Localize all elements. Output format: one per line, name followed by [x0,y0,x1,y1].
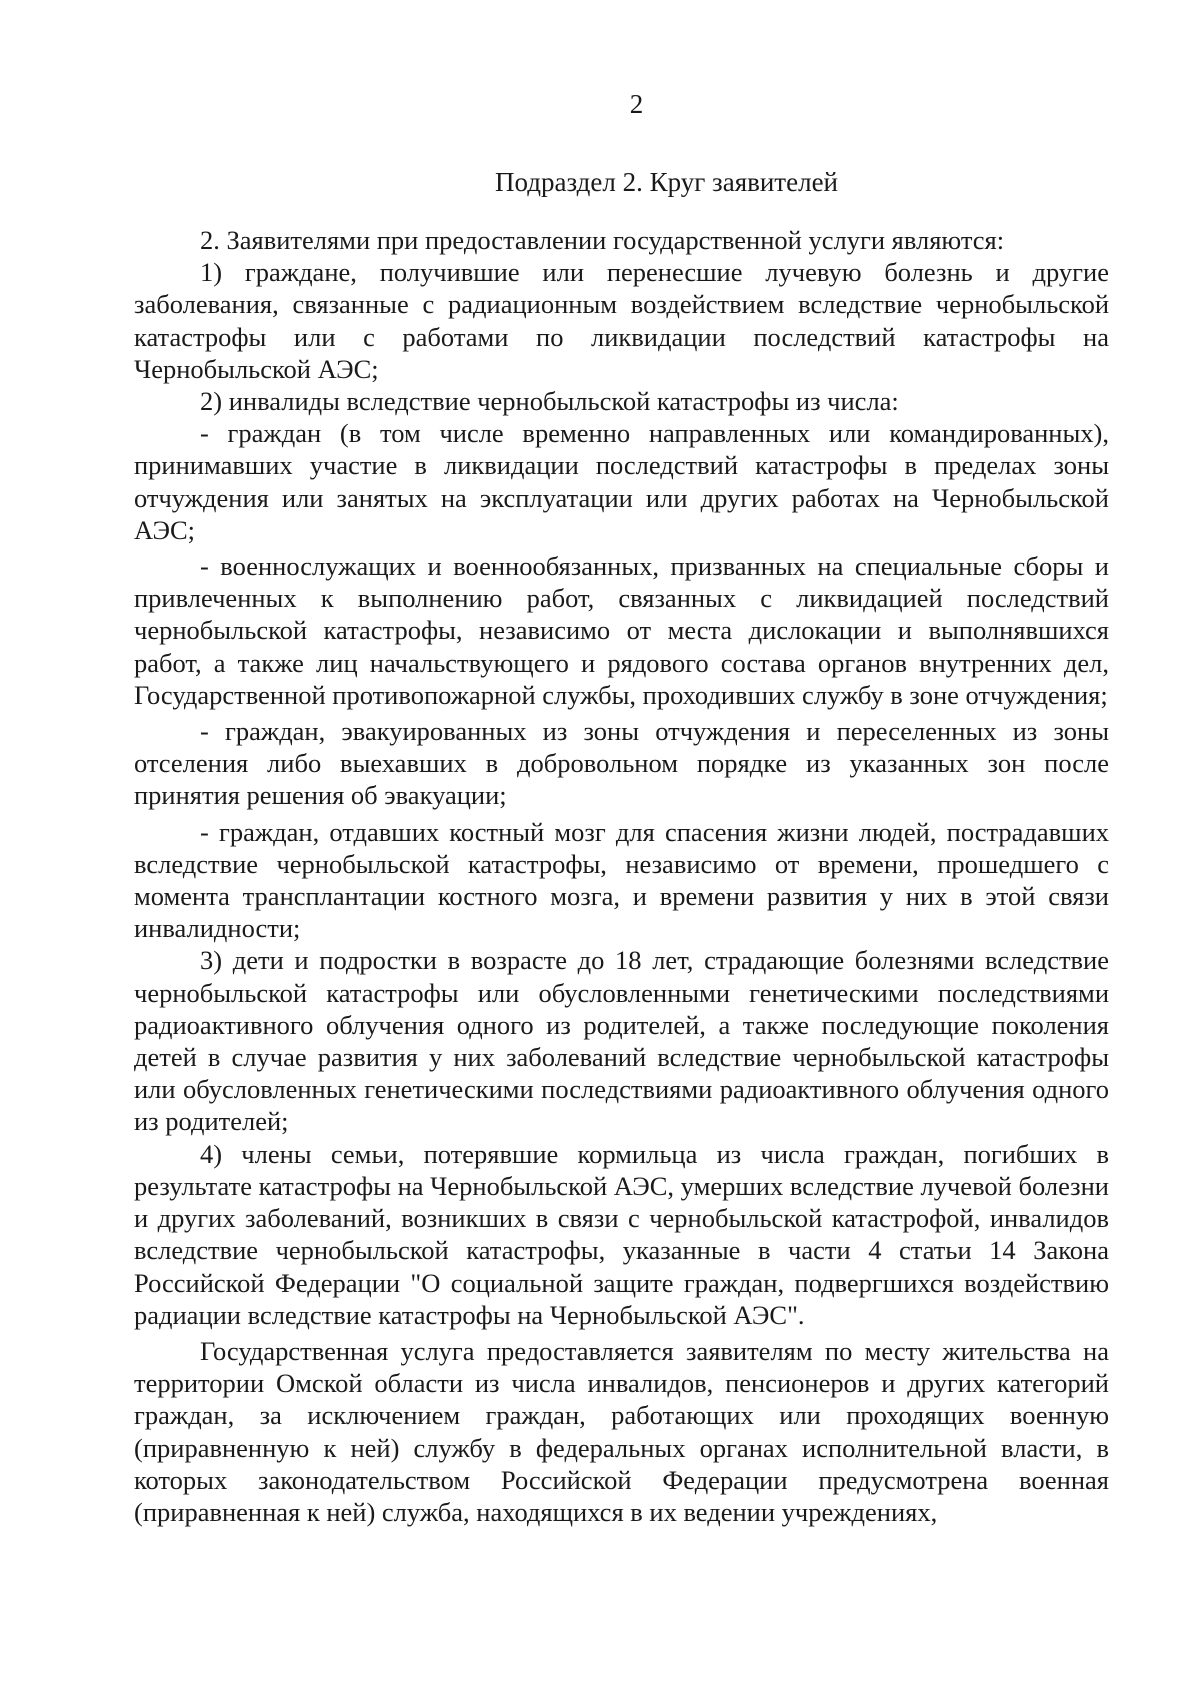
paragraph: 2. Заявителями при предоставлении государственной услуги являются: [200,225,1005,255]
paragraph: - граждан, эвакуированных из зоны отчуждения и переселенных из зоны отселения либо выехавших в добровольном порядке из указанных зон после принятия решения об эвакуации; [134,716,1109,811]
paragraph: - военнослужащих и военнообязанных, призванных на специальные сборы и привлеченных к выполнению работ, связанных с ликвидацией последствий чернобыльской катастрофы, независимо от места дислокации и выполнявшихся работ, а также лиц начальствующего и рядового состава органов внутренних дел, Государственной противопожарной службы, проходивших службу в зоне отчуждения; [134,551,1109,710]
paragraph: 3) дети и подростки в возрасте до 18 лет, страдающие болезнями вследствие чернобыльской катастрофы или обусловленными генетическими последствиями радиоактивного облучения одного из родителей, а также последующие поколения детей в случае развития у них заболеваний вследствие чернобыльской катастрофы или обусловленных генетическими последствиями радиоактивного облучения одного из родителей; [134,945,1109,1137]
subsection-title: Подраздел 2. Круг заявителей [495,167,838,197]
paragraph: 1) граждане, получившие или перенесшие лучевую болезнь и другие заболевания, связанные с радиационным воздействием вследствие чернобыльской катастрофы или с работами по ликвидации последствий катастрофы на Чернобыльской АЭС; [134,257,1109,384]
body-text [134,224,1109,1528]
paragraph: - граждан (в том числе временно направленных или командированных), принимавших участие в ликвидации последствий катастрофы в пределах зоны отчуждения или занятых на эксплуатации или других работах на Чернобыльской АЭС; [134,418,1109,545]
page-number: 2 [629,89,644,119]
paragraph: Государственная услуга предоставляется заявителям по месту жительства на территории Омской области из числа инвалидов, пенсионеров и других категорий граждан, за исключением граждан, работающих или проходящих военную (приравненную к ней) службу в федеральных органах исполнительной власти, в которых законодательством Российской Федерации предусмотрена военная (приравненная к ней) служба, находящихся в их ведении учреждениях, [134,1335,1109,1527]
paragraph: 4) члены семьи, потерявшие кормильца из числа граждан, погибших в результате катастрофы на Чернобыльской АЭС, умерших вследствие лучевой болезни и других заболеваний, возникших в связи с чернобыльской катастрофой, инвалидов вследствие чернобыльской катастрофы, указанные в части 4 статьи 14 Закона Российской Федерации "О социальной защите граждан, подвергшихся воздействию радиации вследствие катастрофы на Чернобыльской АЭС". [134,1138,1109,1330]
paragraph: - граждан, отдавших костный мозг для спасения жизни людей, пострадавших вследствие чернобыльской катастрофы, независимо от времени, прошедшего с момента трансплантации костного мозга, и времени развития у них в этой связи инвалидности; [134,816,1109,944]
paragraph: 2) инвалиды вследствие чернобыльской катастрофы из числа: [200,386,899,417]
